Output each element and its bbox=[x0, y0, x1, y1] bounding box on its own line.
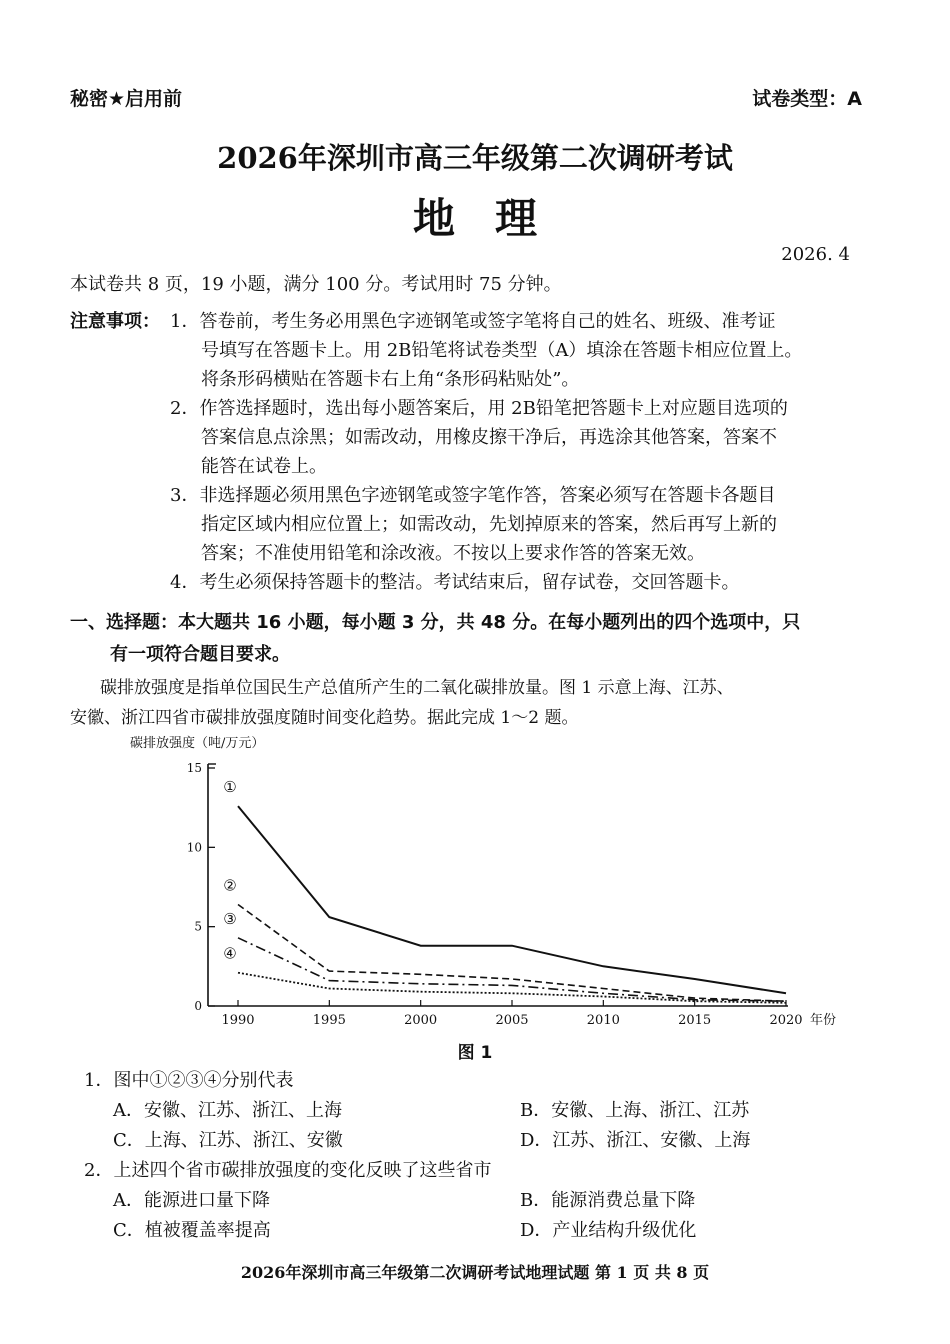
material-line2: 安徽、浙江四省市碳排放强度随时间变化趋势。据此完成 1～2 题。 bbox=[70, 708, 579, 728]
note-line: 3．非选择题必须用黑色字迹钢笔或签字笔作答，答案必须写在答题卡各题目 bbox=[170, 485, 776, 506]
x-tick-label: 2010 bbox=[586, 1013, 620, 1028]
y-tick-label: 5 bbox=[194, 919, 202, 934]
question-1-option-b[interactable]: B．安徽、上海、浙江、江苏 bbox=[520, 1100, 750, 1121]
note-item bbox=[170, 307, 802, 394]
series-label-1: ① bbox=[223, 778, 237, 797]
question-1-option-c[interactable]: C．上海、江苏、浙江、安徽 bbox=[113, 1130, 343, 1151]
series-line-3 bbox=[238, 938, 786, 1001]
x-tick-label: 2005 bbox=[495, 1013, 529, 1028]
y-tick-label: 15 bbox=[186, 761, 202, 775]
note-line: 将条形码横贴在答题卡右上角“条形码粘贴处”。 bbox=[201, 369, 580, 390]
note-item bbox=[170, 481, 802, 568]
page-footer: 2026年深圳市高三年级第二次调研考试地理试题 第 1 页 共 8 页 bbox=[240, 1263, 710, 1282]
note-line: 指定区域内相应位置上；如需改动，先划掉原来的答案，然后再写上新的 bbox=[201, 514, 777, 535]
note-line: 4．考生必须保持答题卡的整洁。考试结束后，留存试卷，交回答题卡。 bbox=[170, 572, 740, 593]
exam-date: 2026. 4 bbox=[781, 244, 850, 265]
y-tick-label: 0 bbox=[194, 999, 202, 1013]
question-1-option-d[interactable]: D．江苏、浙江、安徽、上海 bbox=[520, 1130, 751, 1151]
note-line: 号填写在答题卡上。用 2B铅笔将试卷类型（A）填涂在答题卡相应位置上。 bbox=[201, 340, 803, 361]
exam-title: 2026年深圳市高三年级第二次调研考试 bbox=[217, 141, 733, 175]
exam-intro: 本试卷共 8 页，19 小题，满分 100 分。考试用时 75 分钟。 bbox=[70, 274, 562, 295]
y-axis-label: 碳排放强度（吨/万元） bbox=[130, 736, 265, 751]
question-2-option-b[interactable]: B．能源消费总量下降 bbox=[520, 1190, 696, 1211]
subject-title: 地理 bbox=[412, 194, 577, 243]
note-item bbox=[170, 568, 802, 597]
note-line: 1．答卷前，考生务必用黑色字迹钢笔或签字笔将自己的姓名、班级、准考证 bbox=[170, 311, 776, 332]
y-tick-label: 10 bbox=[186, 840, 202, 855]
paper-type: 试卷类型：A bbox=[752, 88, 862, 110]
series-label-3: ③ bbox=[223, 909, 237, 928]
material-line1: 碳排放强度是指单位国民生产总值所产生的二氧化碳排放量。图 1 示意上海、江苏、 bbox=[100, 678, 734, 698]
notes-label: 注意事项： bbox=[70, 311, 160, 332]
question-2-stem: 2．上述四个省市碳排放强度的变化反映了这些省市 bbox=[84, 1160, 492, 1181]
note-line: 答案信息点涂黑；如需改动，用橡皮擦干净后，再选涂其他答案，答案不 bbox=[201, 427, 777, 448]
question-1-option-a[interactable]: A．安徽、江苏、浙江、上海 bbox=[113, 1100, 342, 1121]
notes-list bbox=[170, 307, 802, 597]
note-line: 2．作答选择题时，选出每小题答案后，用 2B铅笔把答题卡上对应题目选项的 bbox=[170, 398, 788, 419]
note-line: 答案；不准使用铅笔和涂改液。不按以上要求作答的答案无效。 bbox=[201, 543, 705, 564]
question-2-option-c[interactable]: C．植被覆盖率提高 bbox=[113, 1220, 271, 1241]
section-heading-line2: 有一项符合题目要求。 bbox=[110, 644, 290, 665]
x-axis-label: 年份 bbox=[810, 1013, 837, 1028]
note-item bbox=[170, 394, 802, 481]
note-line: 能答在试卷上。 bbox=[201, 456, 327, 477]
question-1-stem: 1．图中①②③④分别代表 bbox=[84, 1070, 294, 1091]
question-2-option-a[interactable]: A．能源进口量下降 bbox=[113, 1190, 270, 1211]
x-tick-label: 1995 bbox=[312, 1013, 346, 1028]
series-label-2: ② bbox=[223, 876, 237, 895]
question-2-option-d[interactable]: D．产业结构升级优化 bbox=[520, 1220, 697, 1241]
series-label-4: ④ bbox=[223, 944, 237, 963]
section-heading-line1: 一、选择题：本大题共 16 小题，每小题 3 分，共 48 分。在每小题列出的四个选项中，只 bbox=[70, 612, 801, 633]
x-tick-label: 2015 bbox=[678, 1013, 712, 1028]
carbon-intensity-chart bbox=[90, 728, 850, 1040]
x-tick-label: 2020 bbox=[769, 1013, 803, 1028]
x-tick-label: 1990 bbox=[221, 1013, 255, 1028]
series-line-2 bbox=[238, 905, 786, 1002]
figure-caption: 图 1 bbox=[457, 1043, 493, 1063]
confidential-mark: 秘密★启用前 bbox=[70, 88, 183, 110]
x-tick-label: 2000 bbox=[404, 1013, 438, 1028]
